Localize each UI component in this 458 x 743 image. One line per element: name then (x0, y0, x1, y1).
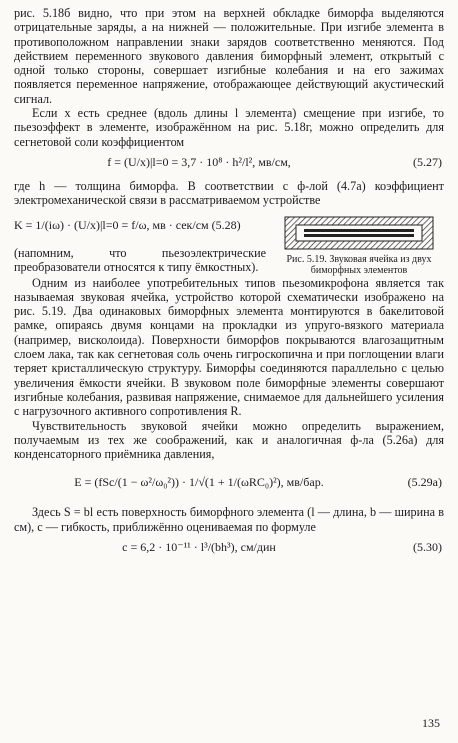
formula-5-30 (14, 534, 444, 564)
paragraph-5: Одним из наиболее употребительных типов пьезомикрофона является так называемая звуковая ячейка, устройство которой схематически изображено на рис. 5.19. Два одинаковых биморфных элемента монтируются в бакелитовой рамке, опираясь двумя концами на прокладки из упруго-вязкого материала (например, висколоида). Поверхности биморфов покрываются влагозащитным слоем лака, так как сегнетовая соль очень гигроскопична и при поглощении влаги теряет кристаллическую структуру. Биморфы соединяются параллельно с целью увеличения ёмкости ячейки. В звуковом поле биморфные элементы совершают изгибные колебания, развивая напряжение, снимаемое для дальнейшего усиления с нагрузочного активного сопротивления R. (14, 275, 444, 419)
formula-5-29a (14, 461, 444, 505)
paragraph-6: Чувствительность звуковой ячейки можно определить выражением, получаемым из тех же соображений, как и аналогичная ф-ла (5.26а) для конденсаторного приёмника давления, (14, 418, 444, 462)
sound-cell-diagram (284, 216, 434, 250)
formula-figure-row (14, 210, 444, 276)
left-column (14, 210, 266, 275)
formula-5-29a-number: (5.29а) (407, 475, 442, 490)
formula-5-29a-body: E = (fSc/(1 − ω²/ω₀²)) · 1/√(1 + 1/(ωRC₀)²), мв/бар. (74, 475, 324, 490)
page-number: 135 (422, 716, 440, 730)
paragraph-2: Если x есть среднее (вдоль длины l элемента) смещение при изгибе, то пьезоэффект в элементе, изображённом на рис. 5.18г, можно определить для сегнетовой соли коэффициентом (14, 106, 444, 149)
formula-5-28-number: (5.28) (211, 217, 241, 232)
formula-5-30-body: c = 6,2 · 10⁻¹¹ · l³/(bh³), см/дин (122, 540, 276, 555)
paragraph-7: Здесь S = bl есть поверхность биморфного элемента (l — длина, b — ширина в см), c — гибкость, приближённо оцениваемая по формуле (14, 505, 444, 534)
formula-5-28-body: K = 1/(iω) · (U/x)|l=0 = f/ω, мв · сек/см (14, 217, 209, 232)
paragraph-1: рис. 5.18б видно, что при этом на верхней обкладке биморфа выделяются отрицательные заряды, а на нижней — положительные. При изгибе элемента в противоположном направлении знаки зарядов соответственно меняются. Под действием переменного звукового давления биморфный элемент, открытый с одной только стороны, совершает изгибные колебания и на его зажимах появляется переменное напряжение, отображающее действующий акустический сигнал. (14, 6, 444, 106)
paragraph-4: (напомним, что пьезоэлектрические преобразователи относятся к типу ёмкостных). (14, 245, 266, 274)
formula-5-30-number: (5.30) (413, 540, 442, 555)
formula-5-27 (14, 149, 444, 179)
formula-5-27-body: f = (U/x)|l=0 = 3,7 · 10⁸ · h²/l², мв/см, (107, 154, 291, 169)
figure-caption: Рис. 5.19. Звуковая ячейка из двух биморфных элементов (286, 253, 432, 276)
paragraph-3: где h — толщина биморфа. В соответствии с ф-лой (4.7а) коэффициент электромеханической связи в рассматриваемом устройстве (14, 178, 444, 208)
formula-5-28 (14, 210, 266, 246)
formula-5-27-number: (5.27) (413, 154, 442, 169)
figure-5-19 (274, 210, 444, 276)
document-page (14, 6, 444, 564)
